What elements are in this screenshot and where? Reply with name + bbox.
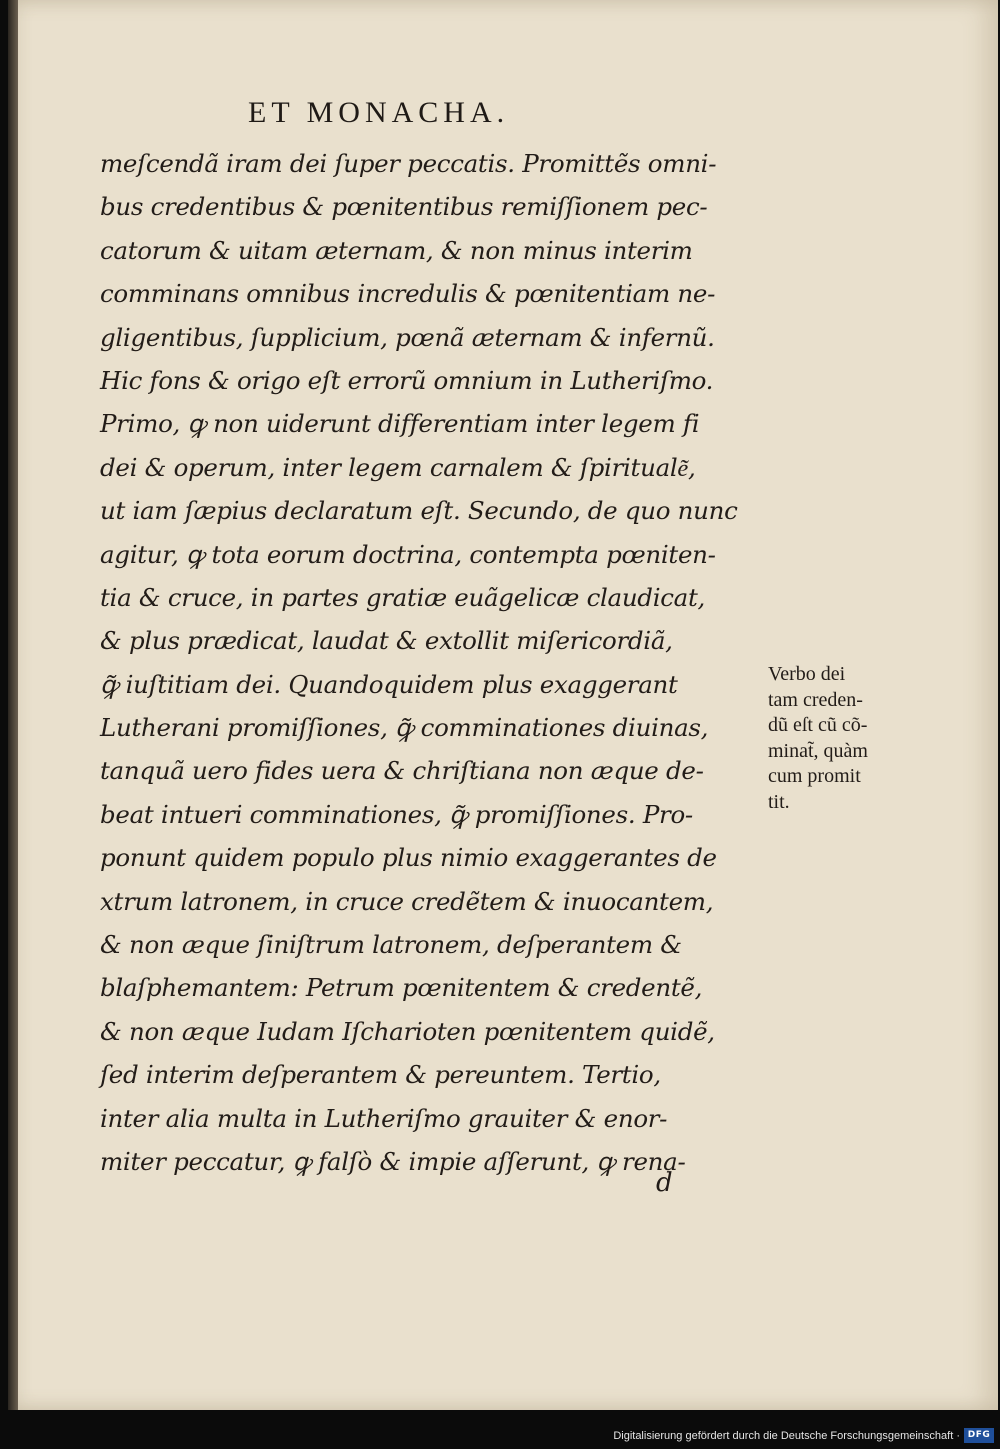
text-line: beat intueri comminationes, ꝙ̃ promiſſiones. Pro- xyxy=(100,799,693,829)
catchword: d xyxy=(656,1168,673,1198)
text-line: & non æque ſiniſtrum latronem, deſperantem & xyxy=(100,930,682,960)
text-line: bus credentibus & pœnitentibus remiſſionem pec- xyxy=(100,192,708,222)
marginal-note-line: minat̃, quàm xyxy=(768,739,868,762)
text-line: & plus prædicat, laudat & extollit miſericordiã, xyxy=(100,626,673,656)
text-line: ponunt quidem populo plus nimio exaggerantes de xyxy=(100,843,717,873)
text-line: tia & cruce, in partes gratiæ euãgelicæ claudicat, xyxy=(100,582,705,612)
text-line: Hic fons & origo eſt errorũ omnium in Lutheriſmo. xyxy=(100,365,714,395)
text-line: comminans omnibus incredulis & pœnitentiam ne- xyxy=(100,279,716,309)
text-line: tanquã uero fides uera & chriſtiana non æque de- xyxy=(100,756,704,786)
running-head: ET MONACHA. xyxy=(248,96,510,129)
body-text xyxy=(100,142,760,1183)
marginal-note-line: cum promit xyxy=(768,765,861,787)
text-line: blaſphemantem: Petrum pœnitentem & credentẽ, xyxy=(100,973,703,1003)
text-line: xtrum latronem, in cruce credẽtem & inuocantem, xyxy=(100,886,714,916)
text-line: Primo, ꝙ non uiderunt differentiam inter legem fi xyxy=(100,409,700,439)
text-line: ut iam ſæpius declaratum eſt. Secundo, de quo nunc xyxy=(100,496,738,526)
text-line: Lutherani promiſſiones, ꝙ̃ comminationes diuinas, xyxy=(100,713,709,743)
text-line: ꝙ̃ iuſtitiam dei. Quandoquidem plus exaggerant xyxy=(100,669,678,699)
text-line: gligentibus, ſupplicium, pœnã æternam & infernũ. xyxy=(100,322,715,352)
text-line: ſed interim deſperantem & pereuntem. Tertio, xyxy=(100,1060,661,1090)
page-gutter xyxy=(8,0,18,1410)
text-line: miter peccatur, ꝙ falſò & impie aſſerunt, ꝙ rena- xyxy=(100,1146,686,1176)
text-line: agitur, ꝙ tota eorum doctrina, contempta pœniten- xyxy=(100,539,716,569)
marginal-note-line: tam creden- xyxy=(768,688,863,711)
marginal-note-line: Verbo dei xyxy=(768,663,846,685)
marginal-note xyxy=(768,662,918,815)
text-line: dei & operum, inter legem carnalem & ſpirituale͂, xyxy=(100,452,696,482)
text-line: meſcendã iram dei ſuper peccatis. Promittẽs omni- xyxy=(100,149,717,178)
book-page xyxy=(8,0,998,1410)
dfg-logo-icon: DFG xyxy=(964,1428,994,1443)
text-line: & non æque Iudam Iſcharioten pœnitentem quidẽ, xyxy=(100,1016,715,1046)
marginal-note-line: dũ eſt cũ cõ- xyxy=(768,714,868,736)
marginal-note-line: tit. xyxy=(768,790,790,813)
text-line: inter alia multa in Lutheriſmo grauiter & enor- xyxy=(100,1103,668,1133)
text-line: catorum & uitam æternam, & non minus interim xyxy=(100,235,693,265)
funding-notice: Digitalisierung gefördert durch die Deutsche Forschungsgemeinschaft · xyxy=(613,1430,960,1442)
